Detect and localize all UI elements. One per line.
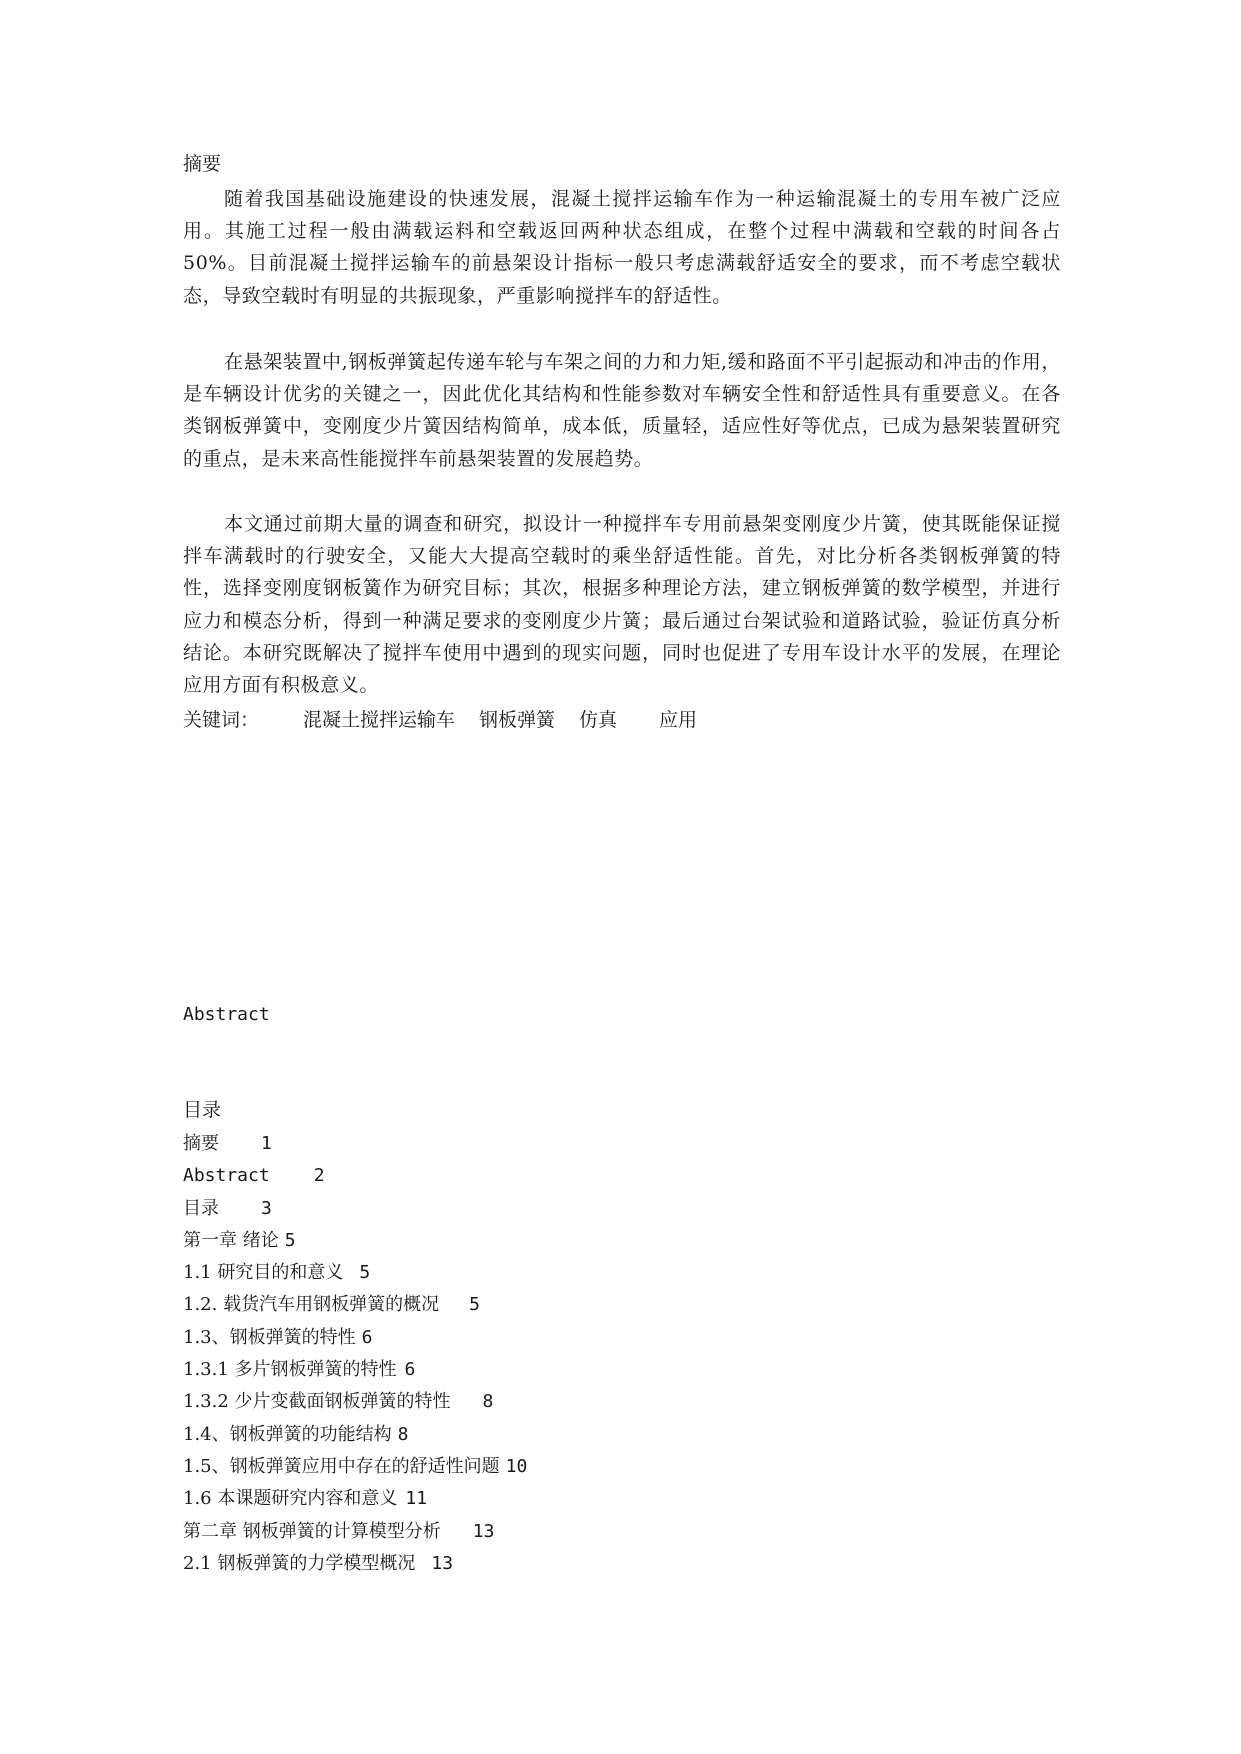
- toc-entry[interactable]: [183, 1354, 527, 1386]
- toc-entry-title: 1.2. 载货汽车用钢板弹簧的概况: [183, 1294, 440, 1316]
- abstract-paragraph-2: 在悬架装置中,钢板弹簧起传递车轮与车架之间的力和力矩,缓和路面不平引起振动和冲击的作用，是车辆设计优劣的关键之一，因此优化其结构和性能参数对车辆安全性和舒适性具有重要意义。在各类钢板弹簧中，变刚度少片簧因结构简单，成本低，质量轻，适应性好等优点，已成为悬架装置研究的重点，是未来高性能搅拌车前悬架装置的发展趋势。: [183, 351, 1061, 470]
- toc-entry-page: 3: [261, 1197, 272, 1219]
- toc-entry[interactable]: [183, 1483, 527, 1515]
- toc-entry-page: 5: [359, 1262, 371, 1284]
- toc-entry-page: 1: [261, 1133, 272, 1154]
- toc-entry-title: 1.3.2 少片变截面钢板弹簧的特性: [183, 1391, 451, 1413]
- toc-entry[interactable]: [183, 1386, 527, 1418]
- toc-entry-page: 5: [284, 1229, 296, 1251]
- abstract-paragraph-1: 随着我国基础设施建设的快速发展，混凝土搅拌运输车作为一种运输混凝土的专用车被广泛应用。其施工过程一般由满载运料和空载返回两种状态组成，在整个过程中满载和空载的时间各占50%。目前混凝土搅拌运输车的前悬架设计指标一般只考虑满载舒适安全的要求，而不考虑空载状态，导致空载时有明显的共振现象，严重影响搅拌车的舒适性。: [183, 188, 1061, 307]
- toc-entry[interactable]: [183, 1516, 527, 1548]
- toc-entry-page: 6: [361, 1326, 373, 1348]
- toc-entry-page: 13: [431, 1552, 454, 1574]
- toc-entry[interactable]: [183, 1193, 527, 1225]
- toc-entry-page: 8: [482, 1391, 494, 1413]
- toc-entry-title: 1.3、钢板弹簧的特性: [183, 1326, 356, 1348]
- table-of-contents: [183, 1128, 527, 1580]
- toc-entry[interactable]: [183, 1289, 527, 1321]
- toc-entry-title: 第一章 绪论: [183, 1229, 279, 1251]
- abstract-paragraph-3: 本文通过前期大量的调查和研究，拟设计一种搅拌车专用前悬架变刚度少片簧，使其既能保证搅拌车满载时的行驶安全，又能大大提高空载时的乘坐舒适性能。首先，对比分析各类钢板弹簧的特性，选择变刚度钢板簧作为研究目标；其次，根据多种理论方法，建立钢板弹簧的数学模型，并进行应力和模态分析，得到一种满足要求的变刚度少片簧；最后通过台架试验和道路试验，验证仿真分析结论。本研究既解决了搅拌车使用中遇到的现实问题，同时也促进了专用车设计水平的发展，在理论应用方面有积极意义。: [183, 513, 1061, 697]
- toc-entry[interactable]: [183, 1322, 527, 1354]
- toc-entry-page: 2: [313, 1165, 325, 1187]
- toc-entry[interactable]: [183, 1548, 527, 1580]
- keyword-item: 应用: [659, 709, 698, 731]
- toc-entry-title: 目录: [183, 1197, 219, 1219]
- toc-entry-title: Abstract: [183, 1165, 270, 1187]
- toc-entry-page: 13: [472, 1520, 495, 1542]
- keyword-item: 仿真: [579, 709, 618, 731]
- keywords-line: [183, 708, 721, 732]
- toc-entry[interactable]: [183, 1225, 527, 1257]
- toc-entry-title: 1.1 研究目的和意义: [183, 1262, 344, 1284]
- toc-entry[interactable]: [183, 1451, 527, 1483]
- toc-entry-title: 1.3.1 多片钢板弹簧的特性: [183, 1359, 397, 1381]
- toc-entry-title: 1.6 本课题研究内容和意义: [183, 1488, 398, 1510]
- toc-entry-title: 摘要: [183, 1133, 219, 1154]
- toc-entry-title: 1.5、钢板弹簧应用中存在的舒适性问题: [183, 1455, 500, 1477]
- toc-entry[interactable]: [183, 1257, 527, 1289]
- toc-entry[interactable]: [183, 1160, 527, 1192]
- toc-entry[interactable]: [183, 1419, 527, 1451]
- toc-entry-page: 11: [405, 1488, 428, 1510]
- toc-entry[interactable]: [183, 1128, 527, 1160]
- abstract-cn-title: 摘要: [183, 153, 222, 175]
- toc-entry-page: 5: [469, 1294, 480, 1316]
- toc-entry-title: 2.1 钢板弹簧的力学模型概况: [183, 1552, 416, 1574]
- keyword-item: 混凝土搅拌运输车: [303, 709, 456, 731]
- toc-entry-title: 第二章 钢板弹簧的计算模型分析: [183, 1520, 441, 1542]
- toc-entry-page: 10: [505, 1455, 528, 1477]
- keywords-label: 关键词：: [183, 709, 260, 731]
- toc-title: 目录: [183, 1099, 222, 1121]
- keyword-item: 钢板弹簧: [479, 709, 556, 731]
- abstract-en-title: Abstract: [183, 1004, 270, 1025]
- toc-entry-page: 8: [397, 1423, 409, 1445]
- toc-entry-title: 1.4、钢板弹簧的功能结构: [183, 1423, 392, 1445]
- toc-entry-page: 6: [404, 1359, 416, 1381]
